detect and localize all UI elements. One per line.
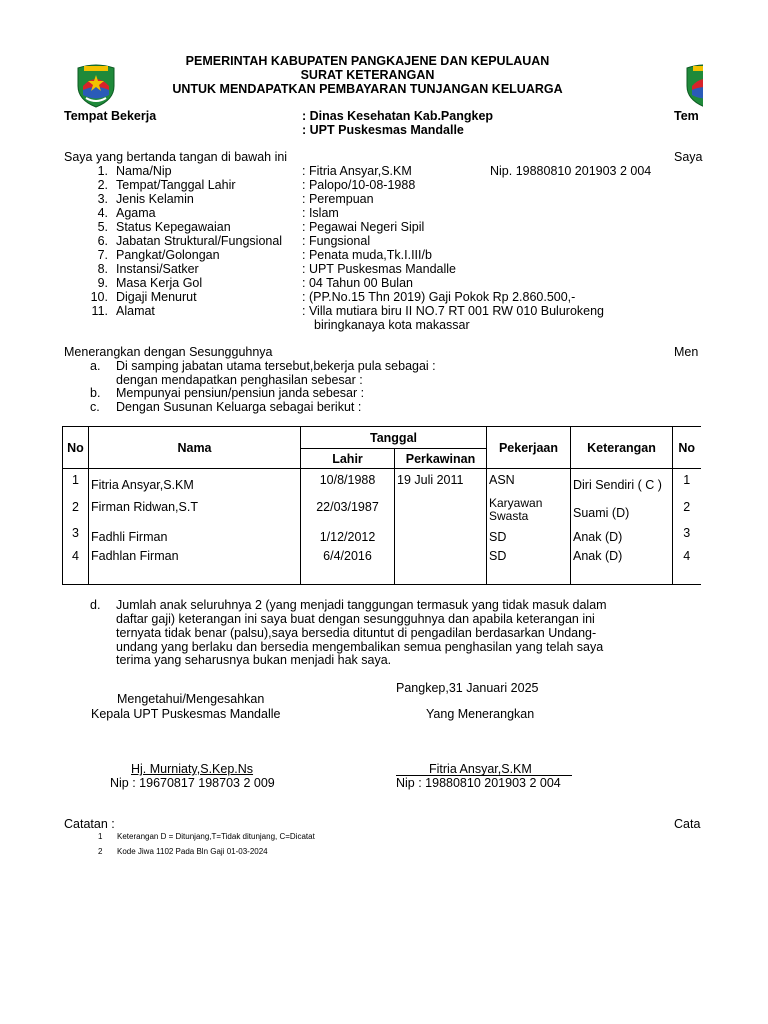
row-perkawinan: 19 Juli 2011	[395, 473, 487, 497]
row-pekerjaan: SD	[487, 523, 571, 545]
family-table	[62, 426, 701, 585]
header-line-2: SURAT KETERANGAN	[300, 68, 435, 82]
row-no: 3	[63, 523, 89, 545]
field-num: 7.	[97, 248, 108, 262]
row-lahir: 10/8/1988	[301, 473, 395, 497]
row-pekerjaan: ASN	[487, 473, 571, 497]
field-num: 11.	[91, 304, 108, 318]
field-label-address: Alamat	[116, 304, 155, 318]
row-keterangan: Diri Sendiri ( C )	[571, 473, 673, 497]
workplace-value-2: : UPT Puskesmas Mandalle	[302, 123, 464, 137]
row-nama: Fitria Ansyar,S.KM	[89, 473, 301, 497]
field-num: 8.	[97, 262, 108, 276]
statement-line: ternyata tidak benar (palsu),saya bersedia dituntut di pengadilan berdasarkan Undang-	[116, 626, 597, 640]
declare-a-label: a.	[90, 359, 101, 373]
note-num: 1	[98, 832, 103, 841]
header-no-2: No	[673, 427, 701, 469]
row-perkawinan	[395, 523, 487, 545]
header-perkawinan: Perkawinan	[395, 449, 487, 469]
header-nama: Nama	[89, 427, 301, 469]
field-num: 1.	[97, 164, 108, 178]
field-value-rank: : Penata muda,Tk.I.III/b	[302, 248, 432, 262]
regency-emblem-logo-cut	[683, 62, 703, 108]
nip-inline: Nip. 19880810 201903 2 004	[490, 164, 652, 178]
field-value-nama: : Fitria Ansyar,S.KM	[302, 164, 412, 178]
header-no: No	[63, 427, 89, 469]
declare-b-text: Mempunyai pensiun/pensiun janda sebesar :	[116, 386, 365, 400]
note-text: Kode Jiwa 1102 Pada Bln Gaji 01-03-2024	[117, 847, 268, 856]
table-row	[63, 497, 701, 523]
row-pekerjaan: SD	[487, 545, 571, 567]
notes-label: Catatan :	[64, 817, 115, 831]
cut-saya: Saya	[674, 150, 703, 164]
field-label-rank: Pangkat/Golongan	[116, 248, 220, 262]
declare-c-label: c.	[90, 400, 100, 414]
field-label-nama: Nama/Nip	[116, 164, 172, 178]
header-line-1: PEMERINTAH KABUPATEN PANGKAJENE DAN KEPULAUAN	[185, 54, 550, 68]
statement-line: terima yang seharusnya bukan menjadi hak saya.	[116, 653, 392, 667]
row-no: 2	[63, 497, 89, 523]
field-value-address-line2: biringkanaya kota makassar	[314, 318, 470, 332]
row-no-2: 2	[683, 499, 691, 514]
row-keterangan: Suami (D)	[571, 497, 673, 523]
field-value-salary: : (PP.No.15 Thn 2019) Gaji Pokok Rp 2.860.500,-	[302, 290, 576, 304]
row-lahir: 6/4/2016	[301, 545, 395, 567]
left-sign-nip: Nip : 19670817 198703 2 009	[110, 776, 275, 790]
field-label-religion: Agama	[116, 206, 156, 220]
right-sign-title: Yang Menerangkan	[426, 707, 535, 721]
declare-a-text2: dengan mendapatkan penghasilan sebesar :	[116, 373, 363, 387]
note-text: Keterangan D = Ditunjang,T=Tidak ditunjang, C=Dicatat	[117, 832, 315, 841]
intro-text: Saya yang bertanda tangan di bawah ini	[64, 150, 288, 164]
field-label-agency: Instansi/Satker	[116, 262, 199, 276]
header-pekerjaan: Pekerjaan	[487, 427, 571, 469]
statement-line: undang yang berlaku dan bersedia mengembalikan semua penghasilan yang telah saya	[116, 640, 604, 654]
field-value-birth: : Palopo/10-08-1988	[302, 178, 416, 192]
table-row	[63, 473, 701, 497]
table-row	[63, 545, 701, 567]
declare-c-text: Dengan Susunan Keluarga sebagai berikut :	[116, 400, 362, 414]
field-label-position: Jabatan Struktural/Fungsional	[116, 234, 283, 248]
row-no: 4	[63, 545, 89, 567]
field-num: 10.	[90, 290, 108, 304]
note-num: 2	[98, 847, 103, 856]
field-value-religion: : Islam	[302, 206, 339, 220]
field-label-salary: Digaji Menurut	[116, 290, 197, 304]
field-num: 4.	[97, 206, 108, 220]
field-value-agency: : UPT Puskesmas Mandalle	[302, 262, 456, 276]
left-sign-name: Hj. Murniaty,S.Kep.Ns	[131, 762, 254, 776]
declare-b-label: b.	[90, 386, 101, 400]
cut-men: Men	[674, 345, 699, 359]
row-no-2: 3	[683, 525, 691, 540]
statement-line: Jumlah anak seluruhnya 2 (yang menjadi tanggungan termasuk yang tidak masuk dalam	[116, 598, 607, 612]
field-value-tenure: : 04 Tahun 00 Bulan	[302, 276, 413, 290]
statement-label: d.	[90, 598, 101, 612]
row-perkawinan	[395, 545, 487, 567]
header-line-3: UNTUK MENDAPATKAN PEMBAYARAN TUNJANGAN KELUARGA	[172, 82, 563, 96]
field-value-gender: : Perempuan	[302, 192, 374, 206]
declare-intro: Menerangkan dengan Sesungguhnya	[64, 345, 273, 359]
row-pekerjaan: Karyawan Swasta	[487, 497, 571, 523]
row-no-2: 1	[683, 472, 691, 487]
header-keterangan: Keterangan	[571, 427, 673, 469]
field-label-status: Status Kepegawaian	[116, 220, 231, 234]
statement-line: daftar gaji) keterangan ini saya buat dengan sesungguhnya dan apabila keterangan ini	[116, 612, 595, 626]
header-tanggal: Tanggal	[301, 427, 487, 449]
field-num: 5.	[97, 220, 108, 234]
field-num: 2.	[97, 178, 108, 192]
header-lahir: Lahir	[301, 449, 395, 469]
right-sign-name: Fitria Ansyar,S.KM	[429, 762, 532, 776]
workplace-value-1: : Dinas Kesehatan Kab.Pangkep	[302, 109, 494, 123]
row-keterangan: Anak (D)	[571, 523, 673, 545]
row-nama: Fadhlan Firman	[89, 545, 301, 567]
field-label-gender: Jenis Kelamin	[116, 192, 194, 206]
left-sign-title-2: Kepala UPT Puskesmas Mandalle	[91, 707, 281, 721]
row-nama: Fadhli Firman	[89, 523, 301, 545]
row-lahir: 1/12/2012	[301, 523, 395, 545]
row-no-2: 4	[683, 548, 691, 563]
field-value-position: : Fungsional	[302, 234, 371, 248]
row-perkawinan	[395, 497, 487, 523]
row-no: 1	[63, 473, 89, 497]
field-label-birth: Tempat/Tanggal Lahir	[116, 178, 236, 192]
declare-a-text: Di samping jabatan utama tersebut,bekerja pula sebagai :	[116, 359, 436, 373]
right-sign-nip: Nip : 19880810 201903 2 004	[396, 776, 561, 790]
left-sign-title-1: Mengetahui/Mengesahkan	[117, 692, 265, 706]
field-value-status: : Pegawai Negeri Sipil	[302, 220, 425, 234]
cut-tem: Tem	[674, 109, 699, 123]
place-date: Pangkep,31 Januari 2025	[396, 681, 539, 695]
field-num: 9.	[97, 276, 108, 290]
field-value-address: : Villa mutiara biru II NO.7 RT 001 RW 010 Bulurokeng	[302, 304, 605, 318]
row-lahir: 22/03/1987	[301, 497, 395, 523]
row-keterangan: Anak (D)	[571, 545, 673, 567]
table-row	[63, 523, 701, 545]
row-nama: Firman Ridwan,S.T	[89, 497, 301, 523]
field-num: 3.	[97, 192, 108, 206]
field-label-tenure: Masa Kerja Gol	[116, 276, 203, 290]
field-num: 6.	[97, 234, 108, 248]
cut-cata: Cata	[674, 817, 701, 831]
workplace-label: Tempat Bekerja	[64, 109, 157, 123]
